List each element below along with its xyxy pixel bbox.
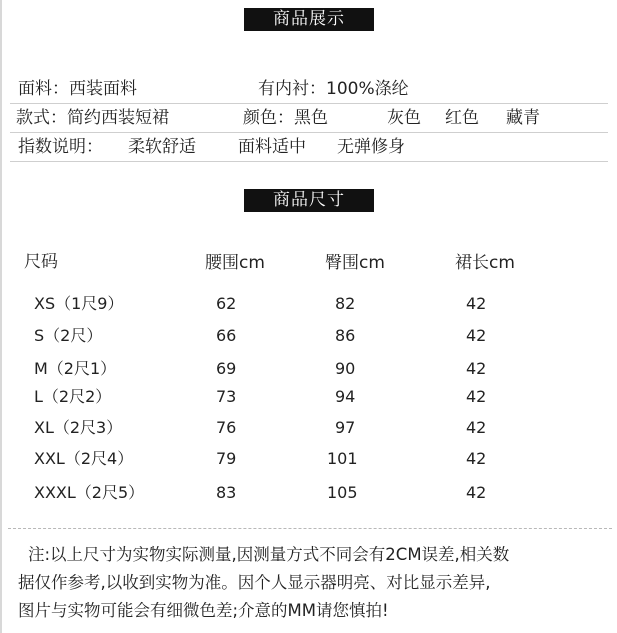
table-header-size: 尺码 xyxy=(24,252,58,272)
hip-value: 97 xyxy=(335,418,356,437)
length-value: 42 xyxy=(466,326,487,345)
attribute-row-style xyxy=(10,104,608,133)
waist-value: 66 xyxy=(216,326,237,345)
attribute-row-fabric xyxy=(10,75,608,104)
waist-value: 62 xyxy=(216,294,237,313)
index-soft: 柔软舒适 xyxy=(128,137,196,157)
length-value: 42 xyxy=(466,483,487,502)
waist-value: 69 xyxy=(216,359,237,378)
section-title-size: 商品尺寸 xyxy=(244,189,374,212)
index-no-stretch: 无弹修身 xyxy=(337,137,405,157)
table-header-length: 裙长cm xyxy=(455,253,515,273)
size-label: XXL（2尺4） xyxy=(34,449,134,468)
hip-value: 94 xyxy=(335,387,356,406)
index-fabric-medium: 面料适中 xyxy=(238,137,306,157)
length-value: 42 xyxy=(466,387,487,406)
size-label: M（2尺1） xyxy=(34,359,117,378)
note-line: 据仅作参考,以收到实物为准。因个人显示器明亮、对比显示差异, xyxy=(18,573,491,592)
waist-value: 79 xyxy=(216,449,237,468)
note-line: 图片与实物可能会有细微色差;介意的MM请您慎拍! xyxy=(18,601,389,620)
color-option-navy: 藏青 xyxy=(506,108,540,128)
waist-value: 73 xyxy=(216,387,237,406)
hip-value: 86 xyxy=(335,326,356,345)
dashed-divider xyxy=(8,528,612,529)
hip-value: 82 xyxy=(335,294,356,313)
length-value: 42 xyxy=(466,418,487,437)
waist-value: 76 xyxy=(216,418,237,437)
length-value: 42 xyxy=(466,449,487,468)
length-value: 42 xyxy=(466,294,487,313)
attribute-lining: 有内衬：100%涤纶 xyxy=(258,79,409,99)
section-title-product-info: 商品展示 xyxy=(244,8,374,31)
attribute-index-label: 指数说明： xyxy=(18,137,103,157)
waist-value: 83 xyxy=(216,483,237,502)
attribute-style: 款式：简约西装短裙 xyxy=(16,108,169,128)
size-label: S（2尺） xyxy=(34,326,103,345)
color-option-red: 红色 xyxy=(445,108,479,128)
hip-value: 105 xyxy=(327,483,358,502)
table-header-waist: 腰围cm xyxy=(205,253,265,273)
size-label: L（2尺2） xyxy=(34,387,112,406)
size-label: XL（2尺3） xyxy=(34,418,123,437)
hip-value: 90 xyxy=(335,359,356,378)
attribute-color: 颜色：黑色 xyxy=(243,108,328,128)
attribute-fabric: 面料：西装面料 xyxy=(18,79,137,99)
measurement-note xyxy=(18,541,612,625)
size-label: XS（1尺9） xyxy=(34,294,124,313)
attribute-row-index xyxy=(10,133,608,162)
table-header-hip: 臀围cm xyxy=(325,253,385,273)
note-line: 注:以上尺寸为实物实际测量,因测量方式不同会有2CM误差,相关数 xyxy=(28,545,510,564)
left-border xyxy=(0,0,2,633)
length-value: 42 xyxy=(466,359,487,378)
color-option-gray: 灰色 xyxy=(387,108,421,128)
size-label: XXXL（2尺5） xyxy=(34,483,145,502)
hip-value: 101 xyxy=(327,449,358,468)
